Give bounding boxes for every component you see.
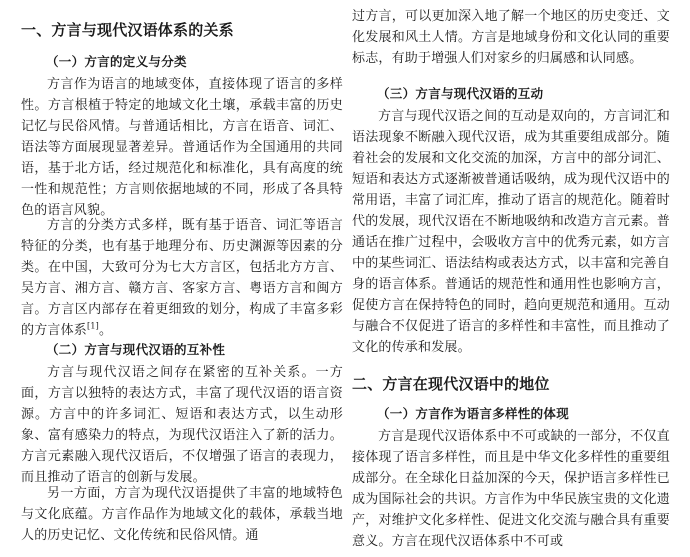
subsection-title-diversity: （一）方言作为语言多样性的体现 <box>377 406 570 421</box>
paragraph-dialect-classification <box>21 215 343 341</box>
paragraph-diversity: 方言是现代汉语体系中不可或缺的一部分，不仅直接体现了语言多样性，而且是中华文化多样性的重要组成部分。在全球化日益加深的今天，保护语言多样性已成为国际社会的共识。方言作为中华民族宝贵的文化遗产，对维护文化多样性、促进文化交流与融合具有重要意义。方言在现代汉语体系中不可或 <box>352 429 670 549</box>
paragraph-regional-culture: 另一方面，方言为现代汉语提供了丰富的地域特色与文化底蕴。方言作品作为地域文化的载体，承载当地人的历史记忆、文化传统和民俗风情。通 <box>21 486 343 543</box>
paragraph-dialect-definition: 方言作为语言的地域变体，直接体现了语言的多样性。方言根植于特定的地域文化土壤，承载丰富的历史记忆与民俗风情。与普通话相比，方言在语音、词汇、语法等方面展现显著差异。普通话作为全国通用的共同语，基于北方话，经过规范化和标准化，具有高度的统一性和规范性；方言则依据地域的不同，形成了各具特色的语言风貌。 <box>21 77 343 218</box>
subsection-title-complementarity: （二）方言与现代汉语的互补性 <box>46 342 226 357</box>
section-title-relationship: 一、方言与现代汉语体系的关系 <box>21 21 234 39</box>
paragraph-continued: 过方言，可以更加深入地了解一个地区的历史变迁、文化发展和风土人情。方言是地域身份和文化认同的重要标志，有助于增强人们对家乡的归属感和认同感。 <box>352 9 670 66</box>
section-title-status: 二、方言在现代汉语中的地位 <box>352 375 550 393</box>
paragraph-text: 方言的分类方式多样，既有基于语音、词汇等语言特征的分类，也有基于地理分布、历史渊源等因素的分类。在中国，大致可分为七大方言区，包括北方方言、吴方言、湘方言、赣方言、客家方言、粤语方言和闽方言。方言区内部存在着更细致的划分，构成了丰富多彩的方言体系 <box>21 218 343 338</box>
subsection-title-definition: （一）方言的定义与分类 <box>46 54 187 69</box>
citation-ref: [1] <box>87 321 99 331</box>
paragraph-end: 。 <box>98 323 113 338</box>
paragraph-complementarity: 方言与现代汉语之间存在紧密的互补关系。一方面，方言以独特的表达方式，丰富了现代汉语的语言资源。方言中的许多词汇、短语和表达方式，以生动形象、富有感染力的特点，为现代汉语注入了新的活力。方言元素融入现代汉语后，不仅增强了语言的表现力，而且推动了语言的创新与发展。 <box>21 365 343 485</box>
subsection-title-interaction: （三）方言与现代汉语的互动 <box>377 86 544 101</box>
paragraph-interaction: 方言与现代汉语之间的互动是双向的，方言词汇和语法现象不断融入现代汉语，成为其重要组成部分。随着社会的发展和文化交流的加深，方言中的部分词汇、短语和表达方式逐渐被普通话吸纳，成为现代汉语中的常用语，丰富了词汇库，推动了语言的规范化。随着时代的发展，现代汉语在不断地吸纳和改造方言元素。普通话在推广过程中，会吸收方言中的优秀元素，如方言中的某些词汇、语法结构或表达方式，以丰富和完善自身的语言体系。普通话的规范性和通用性也影响方言，促使方言在保持特色的同时，趋向更规范和通用。互动与融合不仅促进了语言的多样性和丰富性，而且推动了文化的传承和发展。 <box>352 109 670 355</box>
